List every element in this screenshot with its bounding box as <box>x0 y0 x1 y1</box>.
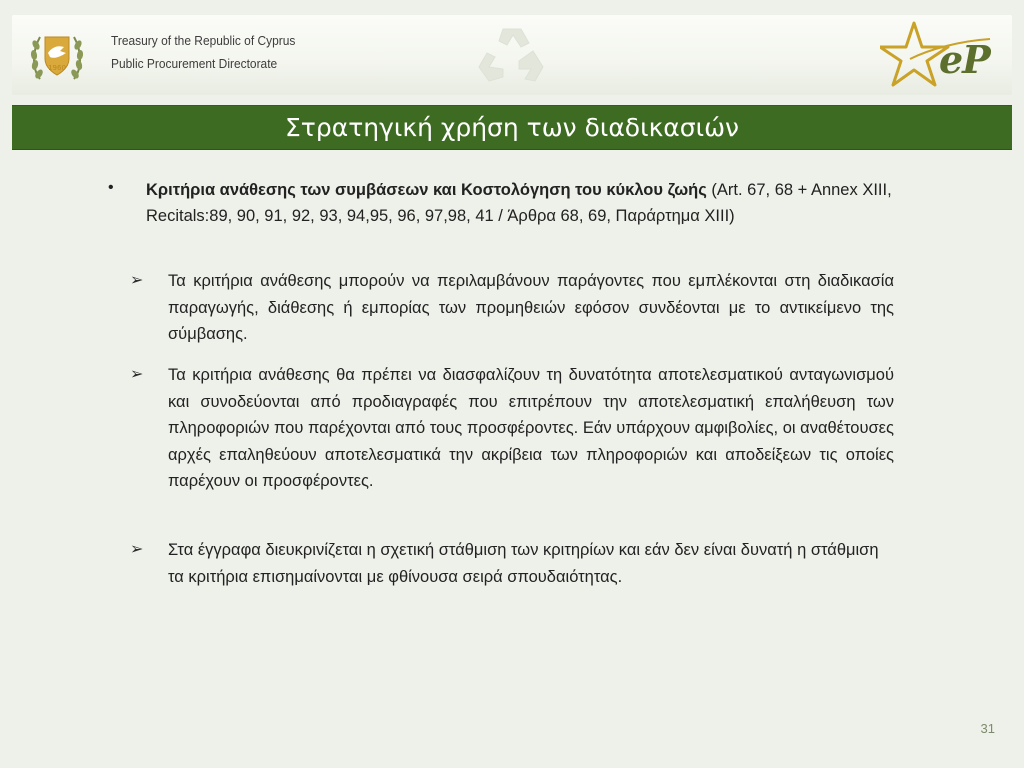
recycle-watermark-icon <box>467 23 557 89</box>
org-directorate: Public Procurement Directorate <box>111 56 278 71</box>
cyprus-emblem-icon <box>26 23 88 87</box>
arrow-bullet-icon: ➢ <box>130 541 144 558</box>
header-banner <box>12 15 1012 95</box>
main-bullet-heading: Κριτήρια ανάθεσης των συμβάσεων και Κοστολόγηση του κύκλου ζωής <box>146 181 707 199</box>
ep-logo-text: eP <box>939 37 990 82</box>
main-bullet-references: (Art. 67, 68 + Annex XIII, Recitals:89, 90, 91, 92, 93, 94,95, 96, 97,98, 41 / Άρθρα 68, 69, Παράρτημα XIII) <box>146 181 892 225</box>
org-name: Treasury of the Republic of Cyprus <box>111 33 296 48</box>
arrow-bullet-icon: ➢ <box>130 366 144 383</box>
page-number: 31 <box>980 721 995 736</box>
sub-bullet-3: Στα έγγραφα διευκρινίζεται η σχετική στάθμιση των κριτηρίων και εάν δεν είναι δυνατή η στάθμιση τα κριτήρια επισημαίνονται με φθίνουσα σειρά σπουδαιότητας. <box>168 541 879 586</box>
svg-text:1960: 1960 <box>48 64 66 72</box>
main-bullet-text <box>146 177 906 229</box>
arrow-bullet-icon: ➢ <box>130 272 144 289</box>
bullet-dot: • <box>108 179 114 196</box>
title-bar <box>12 105 1012 150</box>
sub-bullet-2: Τα κριτήρια ανάθεσης θα πρέπει να διασφαλίζουν τη δυνατότητα αποτελεσματικού ανταγωνισμού και συνοδεύονται από προδιαγραφές που επιτρέπουν την αποτελεσματική επαλήθευση των πληροφοριών που παρέχονται από τους προσφέροντες. Εάν υπάρχουν αμφιβολίες, οι αναθέτουσες αρχές επαληθεύουν αποτελεσματικά την ακρίβεια των πληροφοριών και αποδείξεων τις οποίες παρέχουν οι προσφέροντες. <box>168 366 894 490</box>
sub-bullet-1: Τα κριτήρια ανάθεσης μπορούν να περιλαμβάνουν παράγοντες που εμπλέκονται στη διαδικασία παραγωγής, διάθεσης ή εμπορίας των προμηθειών εφόσον συνδέονται με το αντικείμενο της σύμβασης. <box>168 272 894 343</box>
slide-title: Στρατηγική χρήση των διαδικασιών <box>285 113 739 142</box>
